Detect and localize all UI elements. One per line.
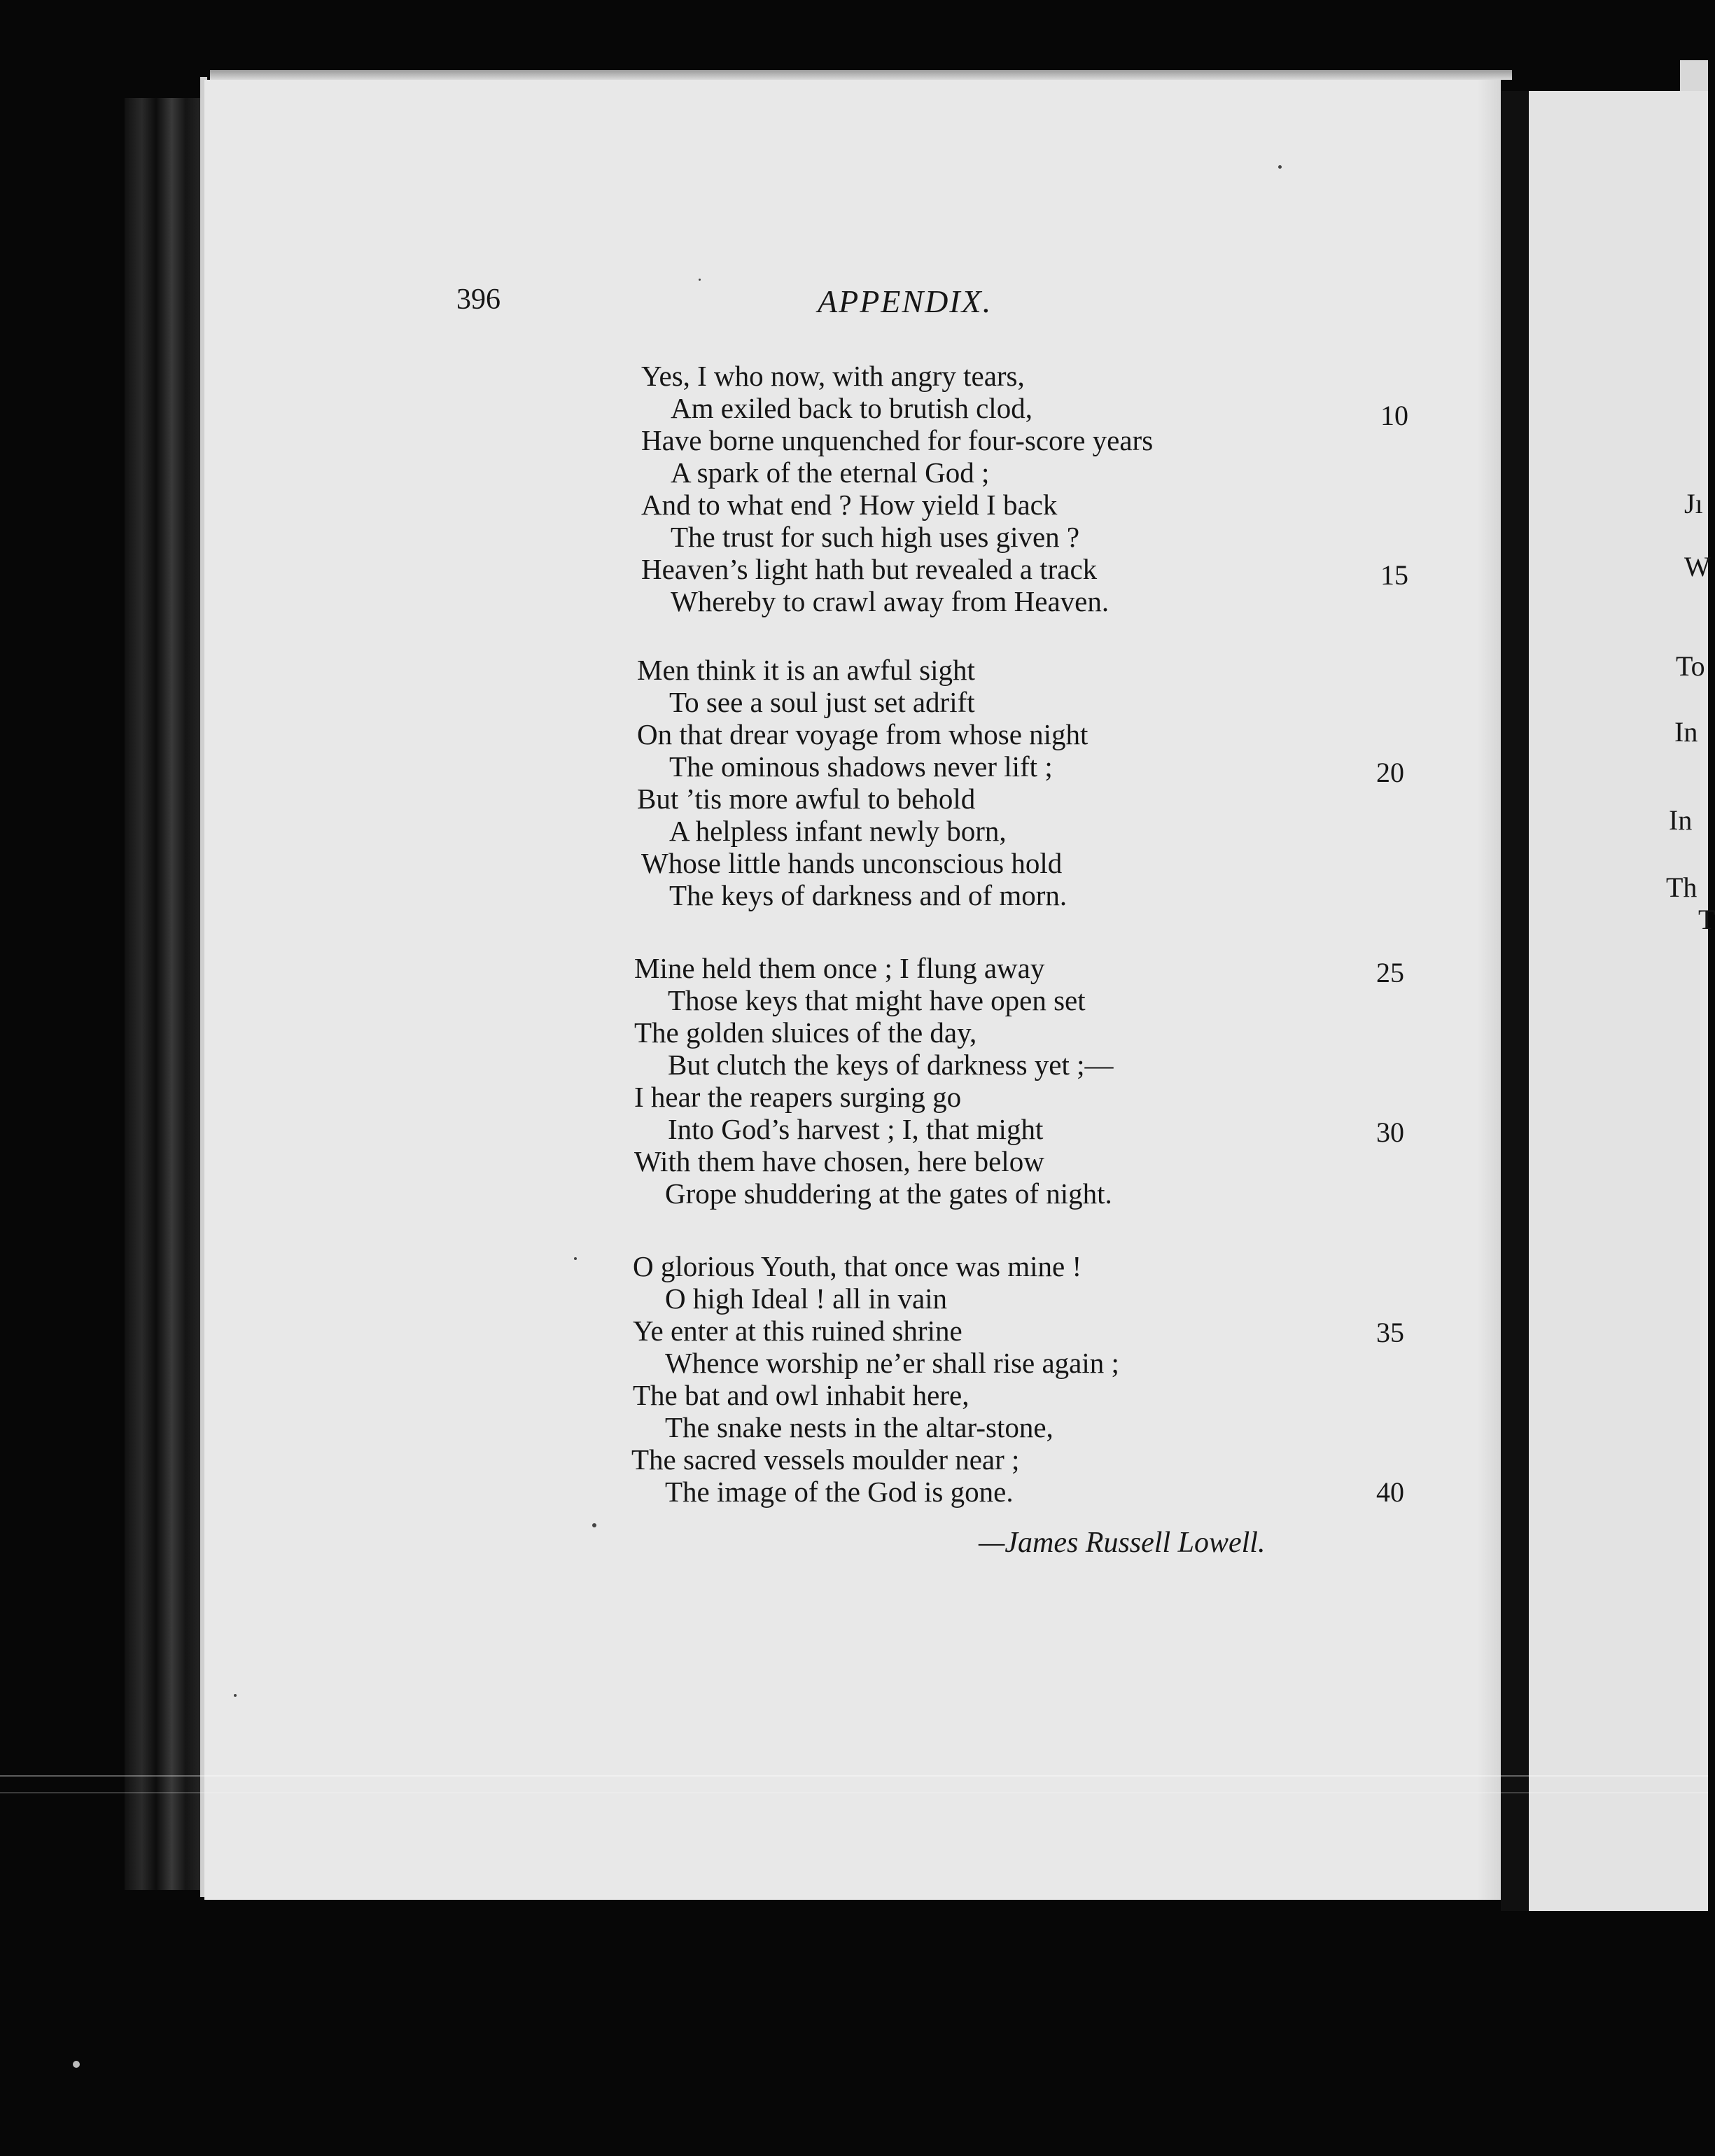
poem-line: O glorious Youth, that once was mine ! <box>633 1250 1082 1282</box>
facing-fragment: In <box>1674 716 1698 748</box>
poem-line: Heaven’s light hath but revealed a track <box>641 553 1098 585</box>
scan-artifact-line <box>0 1775 1708 1777</box>
poem-line: Whereby to crawl away from Heaven. <box>671 585 1110 617</box>
scan-speck <box>592 1523 596 1527</box>
book-spine <box>125 98 203 1890</box>
facing-fragment: Jı <box>1684 488 1703 519</box>
poem-line: The trust for such high uses given ? <box>671 521 1080 553</box>
poem-line: The bat and owl inhabit here, <box>633 1379 969 1411</box>
line-number: 20 <box>1376 757 1404 788</box>
page-shadow <box>1477 80 1501 1900</box>
facing-page-corner <box>1680 60 1708 91</box>
attribution: —James Russell Lowell. <box>979 1527 1266 1559</box>
poem-line: I hear the reapers surging go <box>634 1081 962 1113</box>
scan-artifact-line <box>0 1792 1708 1793</box>
facing-fragment: Th <box>1666 872 1698 903</box>
poem-line: But ’tis more awful to behold <box>637 783 976 815</box>
poem-line: Into God’s harvest ; I, that might <box>668 1113 1044 1145</box>
poem-line: O high Ideal ! all in vain <box>665 1282 948 1315</box>
poem-line: Am exiled back to brutish clod, <box>671 392 1032 424</box>
scan-speck <box>73 2061 80 2068</box>
line-number: 30 <box>1376 1116 1404 1148</box>
scan-speck <box>699 279 701 281</box>
poem-line: Whose little hands unconscious hold <box>641 847 1063 879</box>
poem-line: The snake nests in the altar-stone, <box>665 1411 1054 1443</box>
line-number: 40 <box>1376 1476 1404 1508</box>
poem-line: To see a soul just set adrift <box>669 686 975 718</box>
line-number: 15 <box>1380 559 1408 591</box>
facing-page <box>1529 91 1715 1911</box>
book-gutter <box>1501 91 1529 1911</box>
poem-line: The image of the God is gone. <box>665 1476 1014 1508</box>
line-number: 35 <box>1376 1317 1404 1348</box>
poem-line: The keys of darkness and of morn. <box>669 879 1068 911</box>
scan-speck <box>574 1257 577 1260</box>
scan-speck <box>1278 165 1282 169</box>
poem-line: Yes, I who now, with angry tears, <box>641 360 1025 392</box>
poem-line: On that drear voyage from whose night <box>637 718 1088 750</box>
facing-fragment: In <box>1669 804 1693 836</box>
page-number: 396 <box>456 284 500 316</box>
poem-line: The ominous shadows never lift ; <box>669 750 1053 783</box>
poem-line: Those keys that might have open set <box>668 984 1086 1016</box>
poem-line: Mine held them once ; I flung away <box>634 952 1045 984</box>
facing-fragment: W <box>1684 551 1711 582</box>
poem-line: The golden sluices of the day, <box>634 1016 977 1049</box>
poem-line: Men think it is an awful sight <box>637 654 975 686</box>
facing-fragment: To <box>1676 650 1705 682</box>
running-head: APPENDIX. <box>818 284 993 319</box>
poem-line: Whence worship ne’er shall rise again ; <box>665 1347 1119 1379</box>
poem-line: Ye enter at this ruined shrine <box>633 1315 962 1347</box>
poem-line: With them have chosen, here below <box>634 1145 1044 1177</box>
line-number: 25 <box>1376 957 1404 988</box>
line-number: 10 <box>1380 400 1408 431</box>
poem-line: And to what end ? How yield I back <box>641 489 1058 521</box>
poem-line: A spark of the eternal God ; <box>671 456 990 489</box>
book-top-edge <box>210 70 1512 80</box>
poem-line: But clutch the keys of darkness yet ;— <box>668 1049 1114 1081</box>
poem-line: Grope shuddering at the gates of night. <box>665 1177 1112 1210</box>
scan-speck <box>234 1694 237 1697</box>
facing-fragment: T <box>1698 904 1715 935</box>
poem-line: Have borne unquenched for four-score years <box>641 424 1154 456</box>
poem-line: The sacred vessels moulder near ; <box>631 1443 1020 1476</box>
poem-line: A helpless infant newly born, <box>669 815 1007 847</box>
